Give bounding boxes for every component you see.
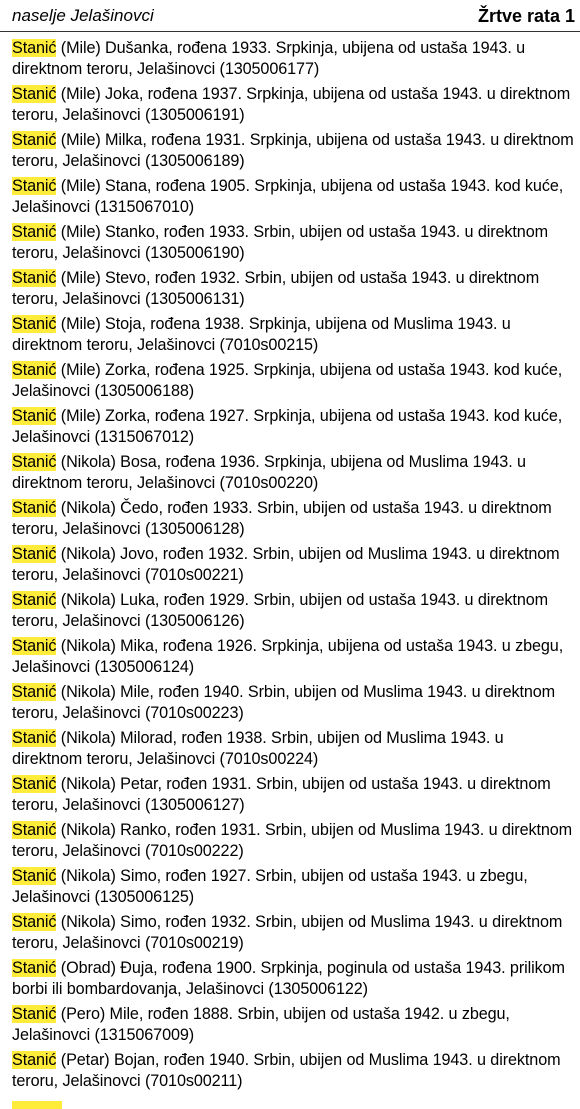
- surname-highlight: Stanić: [12, 269, 57, 287]
- list-item: [12, 958, 577, 1004]
- entry-text: (Nikola) Bosa, rođena 1936. Srpkinja, ubijena od Muslima 1943. u direktnom teroru, Jelašinovci (7010s00220): [12, 453, 526, 492]
- entry-text: (Mile) Stoja, rođena 1938. Srpkinja, ubijena od Muslima 1943. u direktnom teroru, Jelašinovci (7010s00215): [12, 315, 511, 354]
- surname-highlight: Stanić: [12, 39, 57, 57]
- list-item: [12, 452, 577, 498]
- victim-list: [12, 38, 577, 1096]
- entry-text: (Obrad) Đuja, rođena 1900. Srpkinja, poginula od ustaša 1943. prilikom borbi ili bombardovanja, Jelašinovci (1305006122): [12, 959, 565, 998]
- entry-text: (Nikola) Luka, rođen 1929. Srbin, ubijen od ustaša 1943. u direktnom teroru, Jelašinovci (1305006126): [12, 591, 549, 630]
- list-item: [12, 268, 577, 314]
- surname-highlight: Stanić: [12, 545, 57, 563]
- entry-text: (Mile) Joka, rođena 1937. Srpkinja, ubijena od ustaša 1943. u direktnom teroru, Jelašinovci (1305006191): [12, 85, 571, 124]
- list-item: [12, 406, 577, 452]
- list-item: [12, 38, 577, 84]
- surname-highlight: Stanić: [12, 85, 57, 103]
- list-item: [12, 866, 577, 912]
- list-item: [12, 728, 577, 774]
- list-item: [12, 176, 577, 222]
- entry-text: (Petar) Bojan, rođen 1940. Srbin, ubijen od Muslima 1943. u direktnom teroru, Jelašinovci (7010s00211): [12, 1051, 561, 1090]
- entry-text: (Nikola) Mile, rođen 1940. Srbin, ubijen od Muslima 1943. u direktnom teroru, Jelašinovci (7010s00223): [12, 683, 556, 722]
- surname-highlight: Stanić: [12, 177, 57, 195]
- entry-text: (Nikola) Simo, rođen 1927. Srbin, ubijen od ustaša 1943. u zbegu, Jelašinovci (1305006125): [12, 867, 528, 906]
- entry-text: (Nikola) Jovo, rođen 1932. Srbin, ubijen od Muslima 1943. u direktnom teroru, Jelašinovci (7010s00221): [12, 545, 560, 584]
- list-item: [12, 544, 577, 590]
- entry-text: (Mile) Milka, rođena 1931. Srpkinja, ubijena od ustaša 1943. u direktnom teroru, Jelašinovci (1305006189): [12, 131, 574, 170]
- list-item: [12, 912, 577, 958]
- list-item: [12, 1050, 577, 1096]
- surname-highlight: Stanić: [12, 361, 57, 379]
- surname-highlight: Stanić: [12, 499, 57, 517]
- list-item: [12, 84, 577, 130]
- entry-text: (Mile) Stanko, rođen 1933. Srbin, ubijen od ustaša 1943. u direktnom teroru, Jelašinovci (1305006190): [12, 223, 548, 262]
- list-item: [12, 314, 577, 360]
- entry-text: (Mile) Zorka, rođena 1925. Srpkinja, ubijena od ustaša 1943. kod kuće, Jelašinovci (1305006188): [12, 361, 563, 400]
- entry-text: (Mile) Zorka, rođena 1927. Srpkinja, ubijena od ustaša 1943. kod kuće, Jelašinovci (1315067012): [12, 407, 563, 446]
- entry-text: (Nikola) Mika, rođena 1926. Srpkinja, ubijena od ustaša 1943. u zbegu, Jelašinovci (1305006124): [12, 637, 564, 676]
- entry-text: (Nikola) Milorad, rođen 1938. Srbin, ubijen od Muslima 1943. u direktnom teroru, Jelašinovci (7010s00224): [12, 729, 504, 768]
- list-item: [12, 636, 577, 682]
- list-item: [12, 360, 577, 406]
- surname-highlight: Stanić: [12, 315, 57, 333]
- entry-text: (Nikola) Čedo, rođen 1933. Srbin, ubijen od ustaša 1943. u direktnom teroru, Jelašinovci (1305006128): [12, 499, 552, 538]
- entry-text: (Mile) Stevo, rođen 1932. Srbin, ubijen od ustaša 1943. u direktnom teroru, Jelašinovci (1305006131): [12, 269, 540, 308]
- page-title: Žrtve rata 1: [478, 6, 576, 26]
- surname-highlight: Stanić: [12, 729, 57, 747]
- entry-text: (Pero) Mile, rođen 1888. Srbin, ubijen od ustaša 1942. u zbegu, Jelašinovci (1315067009): [12, 1005, 510, 1044]
- surname-highlight: Stanić: [12, 591, 57, 609]
- list-item: [12, 130, 577, 176]
- list-item: [12, 774, 577, 820]
- list-item: [12, 820, 577, 866]
- surname-highlight: Stanić: [12, 775, 57, 793]
- entry-text: (Nikola) Ranko, rođen 1931. Srbin, ubijen od Muslima 1943. u direktnom teroru, Jelašinovci (7010s00222): [12, 821, 573, 860]
- surname-highlight: Stanić: [12, 223, 57, 241]
- page-header: [0, 0, 580, 32]
- surname-highlight: Stanić: [12, 1005, 57, 1023]
- list-item: [12, 682, 577, 728]
- entry-text: (Nikola) Simo, rođen 1932. Srbin, ubijen od Muslima 1943. u direktnom teroru, Jelašinovci (7010s00219): [12, 913, 563, 952]
- surname-highlight: Stanić: [12, 821, 57, 839]
- entry-text: (Mile) Dušanka, rođena 1933. Srpkinja, ubijena od ustaša 1943. u direktnom teroru, Jelašinovci (1305006177): [12, 39, 526, 78]
- surname-highlight: Stanić: [12, 959, 57, 977]
- surname-highlight: Stanić: [12, 637, 57, 655]
- entry-text: (Nikola) Petar, rođen 1931. Srbin, ubijen od ustaša 1943. u direktnom teroru, Jelašinovci (1305006127): [12, 775, 551, 814]
- surname-highlight: Stanić: [12, 407, 57, 425]
- list-item: [12, 1004, 577, 1050]
- list-item: [12, 498, 577, 544]
- surname-highlight: Stanić: [12, 453, 57, 471]
- surname-highlight: Stanić: [12, 913, 57, 931]
- surname-highlight: Stanić: [12, 1051, 57, 1069]
- surname-highlight: Stanić: [12, 867, 57, 885]
- next-entry-highlight-partial: [12, 1101, 62, 1109]
- surname-highlight: Stanić: [12, 131, 57, 149]
- surname-highlight: Stanić: [12, 683, 57, 701]
- list-item: [12, 590, 577, 636]
- entry-text: (Mile) Stana, rođena 1905. Srpkinja, ubijena od ustaša 1943. kod kuće, Jelašinovci (1315067010): [12, 177, 564, 216]
- settlement-name: naselje Jelašinovci: [12, 6, 154, 25]
- list-item: [12, 222, 577, 268]
